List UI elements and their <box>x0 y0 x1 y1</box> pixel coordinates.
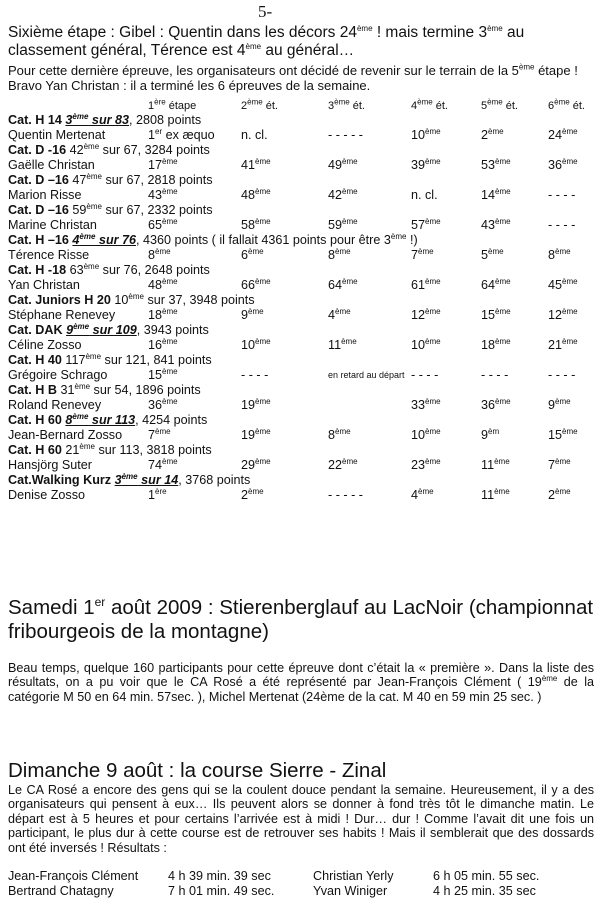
stage-result-2: 66ème <box>241 276 271 292</box>
table-row <box>8 188 596 203</box>
stage-result-6: 15ème <box>548 426 578 442</box>
stage-header-6: 6ème ét. <box>548 97 585 112</box>
finish-time: 4 h 39 min. 39 sec <box>168 869 271 883</box>
stage-result-1: 7ème <box>148 426 171 442</box>
stage-result-5: 53ème <box>481 156 511 172</box>
stage-result-1: 65ème <box>148 216 178 232</box>
section-heading-stierenberglauf: Samedi 1er août 2009 : Stierenberglauf au LacNoir (championnat fribourgeois de la montagne) <box>8 595 594 643</box>
runner-name: Céline Zosso <box>8 338 82 352</box>
stage-result-2: 41ème <box>241 156 271 172</box>
runner-name: Marine Christan <box>8 218 97 232</box>
stage-result-2: 19ème <box>241 396 271 412</box>
section-text-stierenberglauf: Beau temps, quelque 160 participants pour cette épreuve dont c’était la « première ». Dans la liste des résultats, on a pu voir que le CA Rosé a été représenté par Jean-François Clément ( 19ème de la catégorie M 50 en 64 min. 57sec. ), Michel Mertenat (24ème de la cat. M 40 en 59 min 25 sec. ) <box>8 661 595 704</box>
stage-result-3: 8ème <box>328 246 351 262</box>
runner-name: Jean-François Clément <box>8 869 139 883</box>
stage-result-2: - - - - <box>241 368 269 382</box>
table-row <box>8 338 596 353</box>
stage-result-3: 22ème <box>328 456 358 472</box>
stage-result-2: 58ème <box>241 216 271 232</box>
stage-result-2: 29ème <box>241 456 271 472</box>
table-row <box>8 158 596 173</box>
results-table <box>8 97 596 503</box>
stage-result-4: 10ème <box>411 336 441 352</box>
table-row <box>8 398 596 413</box>
stage-result-5: 5ème <box>481 246 504 262</box>
stage-intro-text: Pour cette dernière épreuve, les organisateurs ont décidé de revenir sur le terrain de la 5ème étape ! Bravo Yan Christan : il a terminé les 6 épreuves de la semaine. <box>8 62 578 93</box>
category-line: Cat. H 60 8ème sur 113, 4254 points <box>8 411 208 427</box>
category-line: Cat.Walking Kurz 3ème sur 14, 3768 points <box>8 471 251 487</box>
category-line: Cat. D –16 47ème sur 67, 2818 points <box>8 171 213 187</box>
stage-result-6: 45ème <box>548 276 578 292</box>
category-line: Cat. H B 31ème sur 54, 1896 points <box>8 381 201 397</box>
stage-result-5: 11ème <box>481 486 510 502</box>
stage-result-2: 2ème <box>241 486 264 502</box>
stage-header-4: 4ème ét. <box>411 97 448 112</box>
stage-result-6: 36ème <box>548 156 578 172</box>
table-row <box>8 128 596 143</box>
category-line: Cat. Juniors H 20 10ème sur 37, 3948 points <box>8 291 255 307</box>
stage-result-1: 8ème <box>148 246 171 262</box>
category-line: Cat. D –16 59ème sur 67, 2332 points <box>8 201 213 217</box>
stage-result-5: 15ème <box>481 306 511 322</box>
stage-result-3: 11ème <box>328 336 357 352</box>
stage-result-5: 43ème <box>481 216 511 232</box>
stage-result-1: 15ème <box>148 366 178 382</box>
runner-name: Quentin Mertenat <box>8 128 106 142</box>
runner-name: Bertrand Chatagny <box>8 884 114 898</box>
stage-result-6: 12ème <box>548 306 578 322</box>
stage-result-6: 7ème <box>548 456 571 472</box>
stage-result-4: 39ème <box>411 156 441 172</box>
stage-result-5: $9^{èm}$ <box>481 426 500 442</box>
stage-result-1: 17ème <box>148 156 178 172</box>
runner-name: Gaëlle Christan <box>8 158 95 172</box>
runner-name: Roland Renevey <box>8 398 102 412</box>
stage-result-6: 21ème <box>548 336 578 352</box>
result-row <box>8 884 596 899</box>
stage-result-3: 59ème <box>328 216 358 232</box>
sierre-zinal-results <box>8 869 596 899</box>
stage-result-3: 8ème <box>328 426 351 442</box>
stage-result-6: 9ème <box>548 396 571 412</box>
category-line: Cat. H 14 3ème sur 83, 2808 points <box>8 111 202 127</box>
stage-result-3: 49ème <box>328 156 358 172</box>
stage-result-6: 2ème <box>548 486 571 502</box>
category-line: Cat. H -18 63ème sur 76, 2648 points <box>8 261 210 277</box>
stage-result-6: 24ème <box>548 126 578 142</box>
runner-name: Jean-Bernard Zosso <box>8 428 123 442</box>
stage-result-1: 48ème <box>148 276 178 292</box>
stage-result-5: 36ème <box>481 396 511 412</box>
runner-name: Térence Risse <box>8 248 90 262</box>
stage-result-3: 4ème <box>328 306 351 322</box>
stage-result-2: 10ème <box>241 336 271 352</box>
result-row <box>8 869 596 884</box>
table-row <box>8 278 596 293</box>
stage-result-2: 6ème <box>241 246 264 262</box>
stage-result-4: 33ème <box>411 396 441 412</box>
runner-name: Stéphane Renevey <box>8 308 116 322</box>
table-row <box>8 458 596 473</box>
stage-result-5: 18ème <box>481 336 511 352</box>
table-row <box>8 428 596 443</box>
table-row <box>8 248 596 263</box>
stage-result-5: - - - - <box>481 368 509 382</box>
stage-column-headers <box>8 97 596 113</box>
category-line: Cat. H 40 117ème sur 121, 841 points <box>8 351 212 367</box>
stage-result-1: 74ème <box>148 456 178 472</box>
stage-result-4: 61ème <box>411 276 441 292</box>
section-heading-sierre-zinal: Dimanche 9 août : la course Sierre - Zinal <box>8 759 387 782</box>
category-line: Cat. H 60 21ème sur 113, 3818 points <box>8 441 212 457</box>
stage-result-1: 43ème <box>148 186 178 202</box>
stage-heading: Sixième étape : Gibel : Quentin dans les décors 24ème ! mais termine 3ème au classement général, Térence est 4ème au général… <box>8 23 525 59</box>
stage-result-1: 1er ex æquo <box>148 126 215 142</box>
section-text-sierre-zinal: Le CA Rosé a encore des gens qui se la coulent douce pendant la semaine. Heureusement, il y a des organisateurs qui pensent à eux… Ils peuvent alors se donner à fond très tôt le dimanche matin. Le départ est à 5 heures et pour certains l’arrivée est à midi ! Dur… dur ! Comme l’avait dit une fois un participant, le plus dur à cette course est de retrouver ses habits ! Mais il semblerait que des dossards ont été inversés ! Résultats : <box>8 783 594 855</box>
category-line: Cat. H –16 4ème sur 76, 4360 points ( il fallait 4361 points pour être 3ème !) <box>8 231 418 247</box>
runner-name: Yvan Winiger <box>313 884 388 898</box>
runner-name: Yan Christan <box>8 278 80 292</box>
runner-name: Denise Zosso <box>8 488 85 502</box>
table-row <box>8 308 596 323</box>
finish-time: 4 h 25 min. 35 sec <box>433 884 536 898</box>
stage-result-1: 36ème <box>148 396 178 412</box>
stage-result-4: - - - - <box>411 368 439 382</box>
finish-time: 7 h 01 min. 49 sec. <box>168 884 275 898</box>
stage-result-4: 57ème <box>411 216 441 232</box>
stage-result-3: - - - - - <box>328 128 363 142</box>
stage-result-6: 8ème <box>548 246 571 262</box>
stage-result-4: 10ème <box>411 126 441 142</box>
category-line: Cat. DAK 9ème sur 109, 3943 points <box>8 321 209 337</box>
table-row <box>8 488 596 503</box>
stage-result-4: 12ème <box>411 306 441 322</box>
stage-result-3: - - - - - <box>328 488 363 502</box>
stage-result-3: 64ème <box>328 276 358 292</box>
category-line: Cat. D -16 42ème sur 67, 3284 points <box>8 141 210 157</box>
stage-result-1: 18ème <box>148 306 178 322</box>
stage-header-1: 1ère étape <box>148 97 197 112</box>
table-row <box>8 218 596 233</box>
stage-result-1: 16ème <box>148 336 178 352</box>
stage-result-5: 2ème <box>481 126 504 142</box>
runner-name: Hansjörg Suter <box>8 458 92 472</box>
stage-result-6: - - - - <box>548 368 576 382</box>
stage-result-5: 14ème <box>481 186 511 202</box>
stage-result-4: 7ème <box>411 246 434 262</box>
stage-result-1: 1ère <box>148 486 167 502</box>
page-number: 5- <box>258 2 273 21</box>
stage-result-5: 11ème <box>481 456 510 472</box>
finish-time: 6 h 05 min. 55 sec. <box>433 869 540 883</box>
stage-result-3: 42ème <box>328 186 358 202</box>
stage-result-2: 19ème <box>241 426 271 442</box>
table-row: Grégoire Schrago 15ème - - - - en retard au départ - - - - - - - - - - - - <box>8 366 576 382</box>
stage-result-6: - - - - <box>548 218 576 232</box>
stage-result-6: - - - - <box>548 188 576 202</box>
stage-result-4: 10ème <box>411 426 441 442</box>
stage-result-2: n. cl. <box>241 128 268 142</box>
stage-result-5: 64ème <box>481 276 511 292</box>
stage-header-5: 5ème ét. <box>481 97 518 112</box>
stage-header-3: 3ème ét. <box>328 97 365 112</box>
runner-name: Marion Risse <box>8 188 82 202</box>
stage-result-4: n. cl. <box>411 188 438 202</box>
stage-result-2: 48ème <box>241 186 271 202</box>
runner-name: Grégoire Schrago <box>8 368 108 382</box>
stage-result-4: 23ème <box>411 456 441 472</box>
stage-result-4: 4ème <box>411 486 434 502</box>
stage-result-2: 9ème <box>241 306 264 322</box>
runner-name: Christian Yerly <box>313 869 394 883</box>
stage-header-2: 2ème ét. <box>241 97 278 112</box>
